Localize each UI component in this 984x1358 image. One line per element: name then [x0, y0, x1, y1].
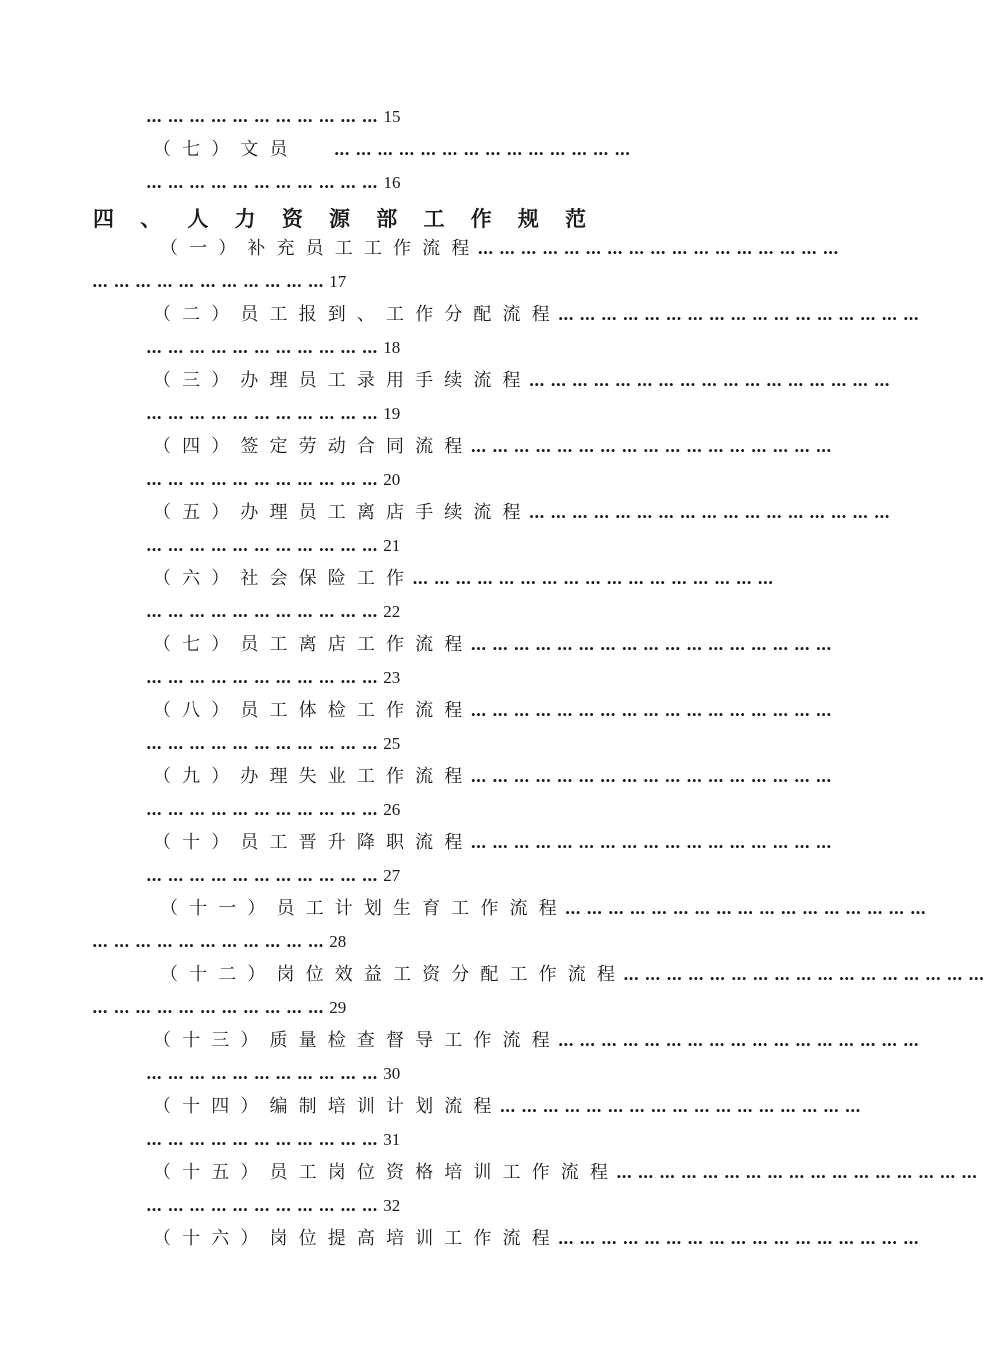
dot-leader: … … … … … … … … … … … … … … … … … [464, 767, 832, 786]
dot-leader: … … … … … … … … … … … [92, 932, 330, 951]
dot-leader: … … … … … … … … … … … … … … … … … [552, 1229, 919, 1248]
dot-leader: … … … … … … … … … … … [146, 800, 384, 819]
toc-entry[interactable] [153, 433, 840, 461]
toc-leader-line [146, 169, 400, 197]
dot-leader: … … … … … … … … … … … … … … [333, 140, 631, 159]
dot-leader: … … … … … … … … … … … [146, 1064, 384, 1083]
dot-leader: … … … … … … … … … … … … … … … … … [617, 965, 984, 984]
page-number: 16 [383, 173, 401, 192]
toc-leader-line [146, 796, 400, 824]
page-number: 15 [383, 107, 401, 126]
toc-entry-title: （ 六 ） 社 会 保 险 工 作 [153, 568, 407, 589]
page-number: 28 [329, 932, 347, 951]
toc-entry-title: （ 八 ） 员 工 体 检 工 作 流 程 [153, 700, 465, 721]
dot-leader: … … … … … … … … … … … [146, 668, 384, 687]
toc-leader-line [146, 862, 400, 890]
dot-leader: … … … … … … … … … … … … … … … … … [523, 371, 890, 390]
page-number: 29 [329, 998, 347, 1017]
dot-leader: … … … … … … … … … … … … … … … … … [523, 503, 890, 522]
dot-leader: … … … … … … … … … … … [146, 1130, 384, 1149]
toc-leader-line [146, 1060, 400, 1088]
dot-leader: … … … … … … … … … … … [146, 536, 384, 555]
toc-entry-title: （ 五 ） 办 理 员 工 离 店 手 续 流 程 [153, 502, 524, 523]
toc-entry[interactable] [153, 367, 890, 395]
dot-leader: … … … … … … … … … … … … … … … … … [559, 899, 926, 918]
toc-entry-title: （ 十 三 ） 质 量 检 查 督 导 工 作 流 程 [153, 1030, 553, 1051]
toc-entry-title: （ 七 ） 员 工 离 店 工 作 流 程 [153, 634, 465, 655]
toc-entry[interactable] [153, 136, 630, 164]
page-number: 31 [383, 1130, 401, 1149]
dot-leader: … … … … … … … … … … … [146, 1196, 384, 1215]
toc-entry-title: （ 十 二 ） 岗 位 效 益 工 资 分 配 工 作 流 程 [160, 964, 618, 985]
page-number: 21 [383, 536, 401, 555]
toc-leader-line [146, 334, 400, 362]
dot-leader: … … … … … … … … … … … … … … … … … [610, 1163, 978, 1182]
toc-leader-line [146, 103, 400, 131]
toc-entry-title: （ 二 ） 员 工 报 到 、 工 作 分 配 流 程 [153, 304, 553, 325]
toc-entry[interactable] [153, 1027, 919, 1055]
page-number: 32 [383, 1196, 401, 1215]
dot-leader: … … … … … … … … … … … [92, 998, 330, 1017]
toc-leader-line [146, 1192, 400, 1220]
toc-entry[interactable] [153, 697, 840, 725]
toc-entry-title: （ 四 ） 签 定 劳 动 合 同 流 程 [153, 436, 465, 457]
page-number: 30 [383, 1064, 401, 1083]
page-number: 19 [383, 404, 401, 423]
page-number: 18 [383, 338, 401, 357]
dot-leader: … … … … … … … … … … … … … … … … … [552, 305, 919, 324]
page-number: 22 [383, 602, 401, 621]
toc-entry-title: （ 十 五 ） 员 工 岗 位 资 格 培 训 工 作 流 程 [153, 1162, 611, 1183]
toc-leader-line [146, 466, 400, 494]
toc-leader-line [146, 400, 400, 428]
toc-leader-line [146, 730, 400, 758]
section-heading: 四 、 人 力 资 源 部 工 作 规 范 [93, 207, 596, 231]
toc-entry-title: （ 一 ） 补 充 员 工 工 作 流 程 [160, 238, 472, 259]
toc-leader-line [146, 532, 400, 560]
toc-entry[interactable] [153, 499, 890, 527]
page-number: 17 [329, 272, 347, 291]
dot-leader: … … … … … … … … … … … … … … … … … [464, 701, 832, 720]
dot-leader: … … … … … … … … … … … [146, 602, 384, 621]
toc-leader-line [146, 664, 400, 692]
dot-leader: … … … … … … … … … … … … … … … … … [471, 239, 839, 258]
toc-entry-title: （ 十 六 ） 岗 位 提 高 培 训 工 作 流 程 [153, 1228, 553, 1249]
toc-entry-title: （ 十 一 ） 员 工 计 划 生 育 工 作 流 程 [160, 898, 560, 919]
toc-entry-title: （ 十 四 ） 编 制 培 训 计 划 流 程 [153, 1096, 495, 1117]
page-number: 25 [383, 734, 401, 753]
page-number: 20 [383, 470, 401, 489]
toc-entry[interactable] [160, 961, 984, 989]
toc-entry-title: （ 十 ） 员 工 晋 升 降 职 流 程 [153, 832, 465, 853]
toc-entry-title: （ 七 ） 文 员 [153, 139, 291, 160]
toc-entry-title: （ 三 ） 办 理 员 工 录 用 手 续 流 程 [153, 370, 524, 391]
toc-leader-line [92, 928, 346, 956]
toc-leader-line [146, 1126, 400, 1154]
toc-leader-line [92, 994, 346, 1022]
dot-leader: … … … … … … … … … … … … … … … … … [464, 635, 832, 654]
dot-leader: … … … … … … … … … … … [146, 866, 384, 885]
dot-leader: … … … … … … … … … … … … … … … … … [464, 833, 832, 852]
toc-entry[interactable] [153, 1159, 978, 1187]
dot-leader: … … … … … … … … … … … [146, 338, 384, 357]
toc-entry-title: （ 九 ） 办 理 失 业 工 作 流 程 [153, 766, 465, 787]
toc-entry[interactable] [153, 1225, 919, 1253]
page-number: 27 [383, 866, 401, 885]
toc-leader-line [92, 268, 346, 296]
dot-leader: … … … … … … … … … … … … … … … … … [552, 1031, 919, 1050]
toc-entry[interactable] [153, 829, 840, 857]
dot-leader: … … … … … … … … … … … [146, 734, 384, 753]
toc-entry[interactable] [153, 301, 919, 329]
toc-entry[interactable] [153, 1093, 861, 1121]
toc-leader-line [146, 598, 400, 626]
dot-leader: … … … … … … … … … … … [146, 470, 384, 489]
dot-leader: … … … … … … … … … … … [146, 173, 378, 192]
dot-leader: … … … … … … … … … … … [92, 272, 330, 291]
toc-entry[interactable] [153, 763, 840, 791]
dot-leader: … … … … … … … … … … … … … … … … … [406, 569, 774, 588]
toc-entry[interactable] [160, 235, 840, 263]
page-number: 23 [383, 668, 401, 687]
dot-leader: … … … … … … … … … … … … … … … … … [494, 1097, 861, 1116]
page-number: 26 [383, 800, 401, 819]
toc-entry[interactable] [160, 895, 926, 923]
dot-leader: … … … … … … … … … … … [146, 107, 378, 126]
toc-entry[interactable] [153, 631, 840, 659]
toc-entry[interactable] [153, 565, 840, 593]
dot-leader: … … … … … … … … … … … [146, 404, 384, 423]
dot-leader: … … … … … … … … … … … … … … … … … [464, 437, 832, 456]
